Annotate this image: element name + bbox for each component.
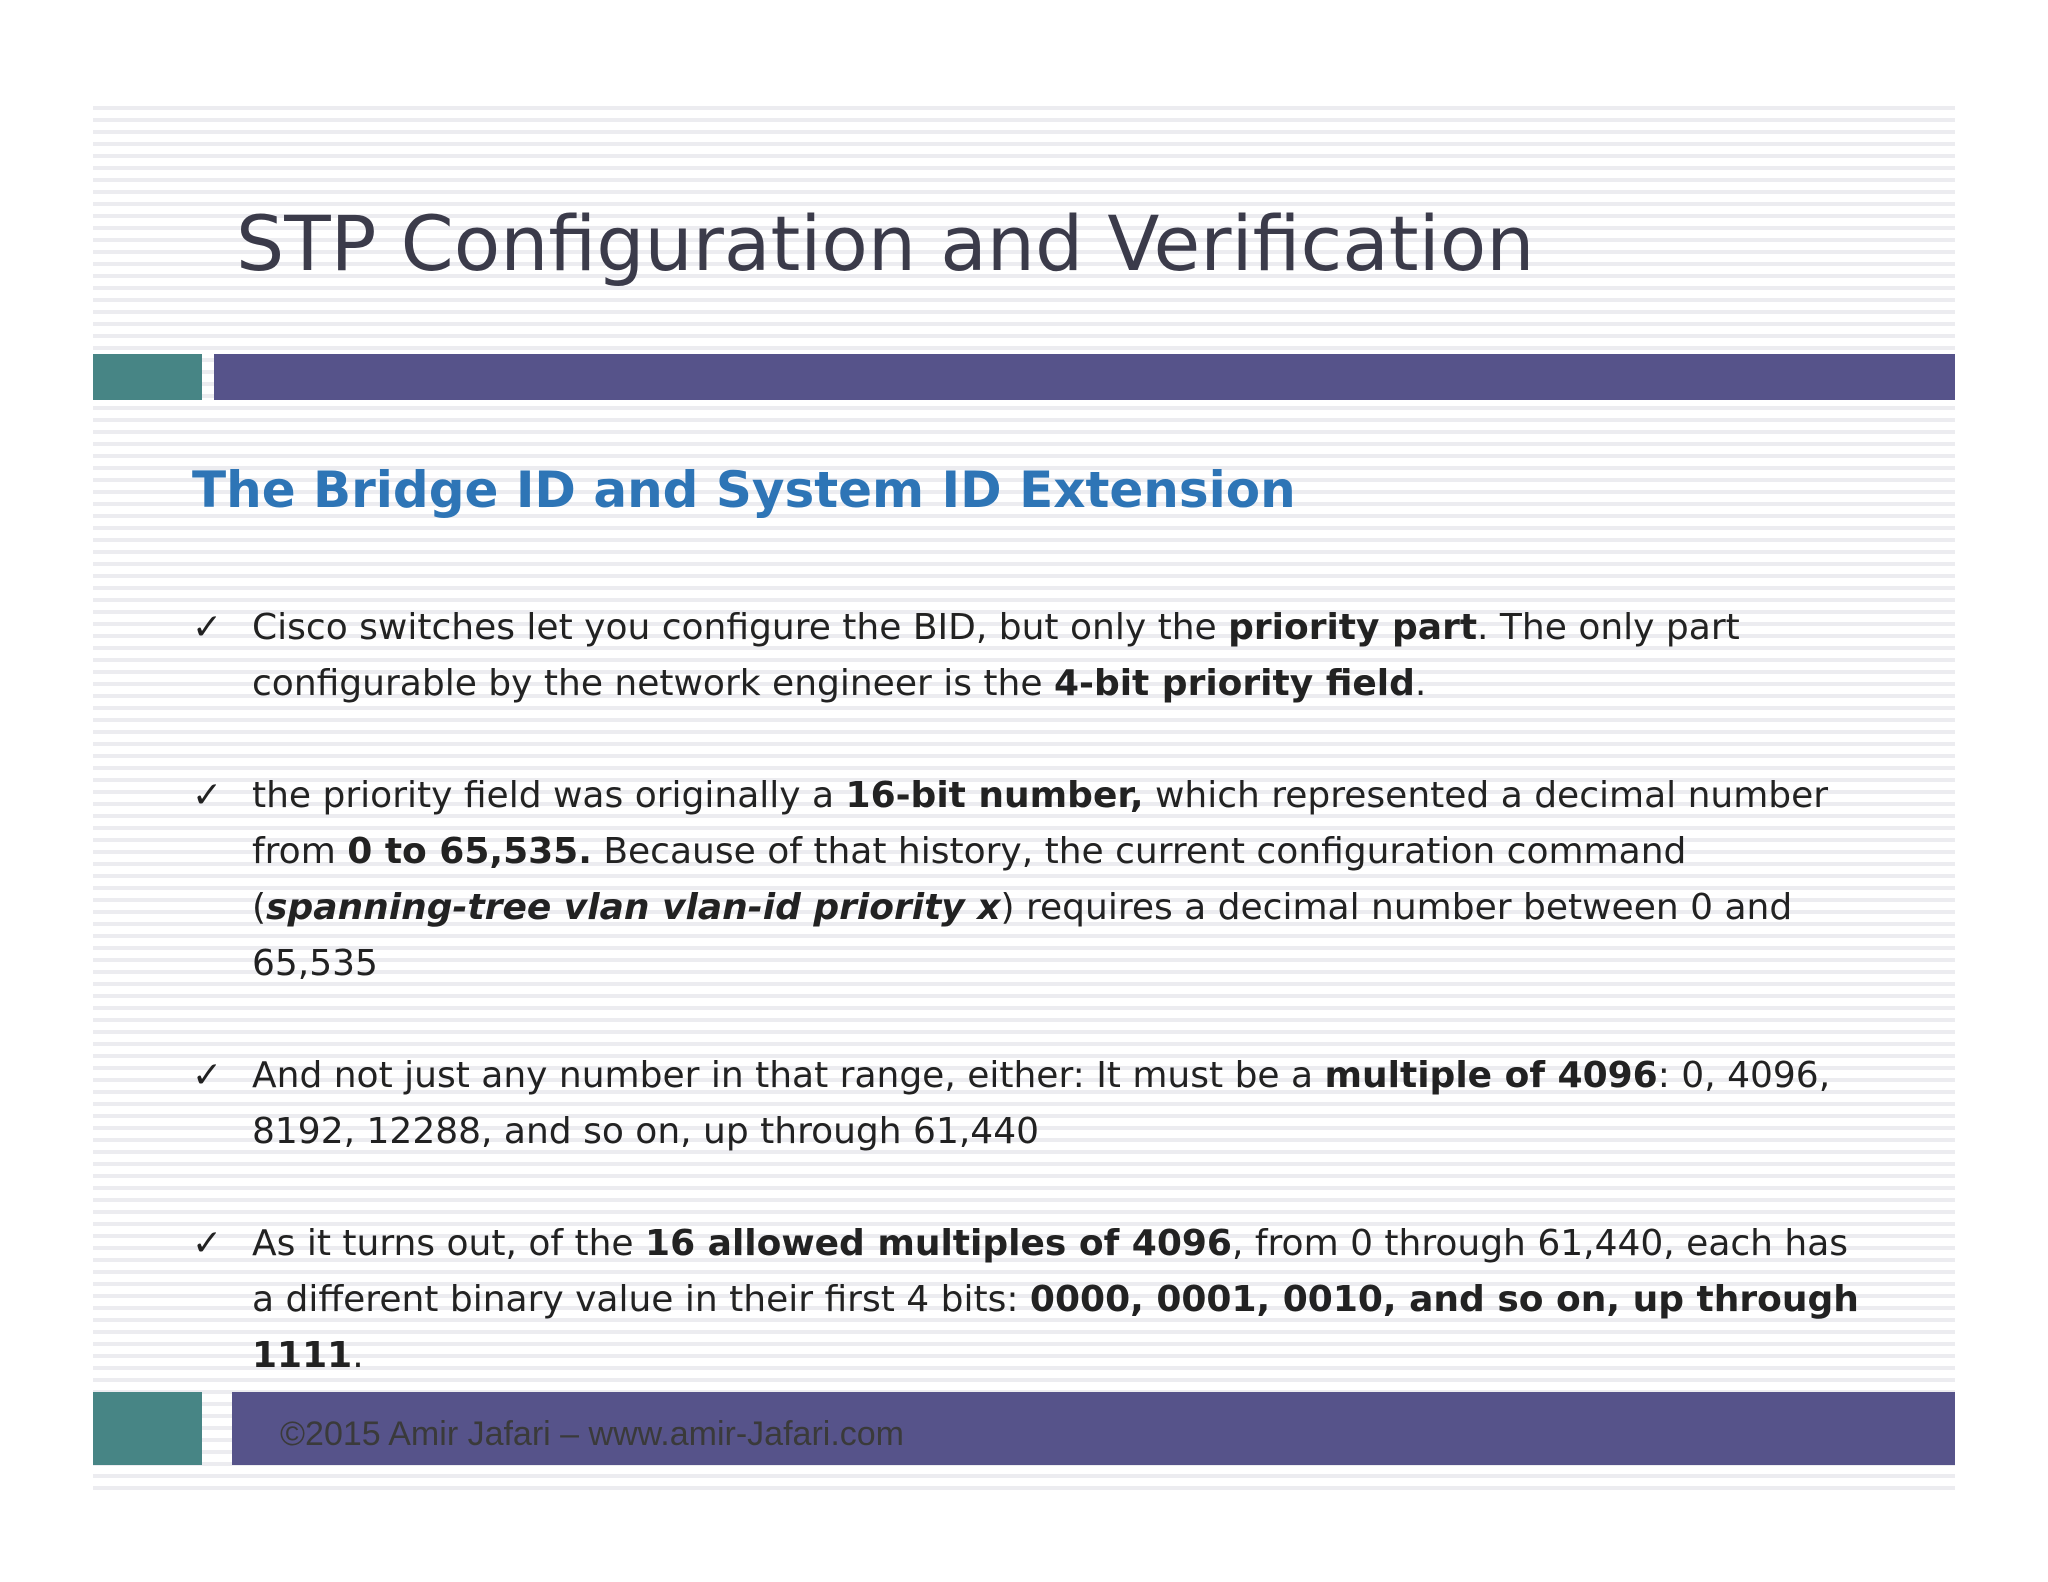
section-heading: The Bridge ID and System ID Extension: [192, 461, 1296, 519]
bullet-text: Because of that history, the current configuration command (: [252, 831, 1687, 928]
bullet-text: which represented a decimal number from: [252, 775, 1829, 872]
bullet-item: [192, 768, 1872, 992]
bullet-text: , from 0 through 61,440, each has a different binary value in their first 4 bits:: [252, 1223, 1849, 1320]
bullet-text: the priority field was originally a: [252, 775, 846, 816]
bullet-text: . The only part configurable by the network engineer is the: [252, 607, 1740, 704]
bullet-text: : 0, 4096, 8192, 12288, and so on, up through 61,440: [252, 1055, 1831, 1152]
bullet-text: As it turns out, of the: [252, 1223, 646, 1264]
bullet-bold: 16-bit number,: [845, 775, 1144, 816]
footer-accent-block: [93, 1392, 202, 1465]
bullet-item: [192, 1048, 1872, 1160]
bullet-list: [192, 600, 1872, 1440]
bullet-bold: 16 allowed multiples of 4096: [645, 1223, 1232, 1264]
title-accent-block: [93, 354, 202, 400]
bullet-text: .: [1414, 663, 1427, 704]
check-icon: ✓: [192, 775, 223, 816]
bullet-bold: 4-bit priority field: [1053, 663, 1415, 704]
bullet-text: ) requires a decimal number between 0 and 65,535: [252, 887, 1793, 984]
check-icon: ✓: [192, 607, 223, 648]
bullet-item: [192, 1216, 1872, 1384]
footer-copyright: ©2015 Amir Jafari – www.amir-Jafari.com: [280, 1415, 905, 1453]
bullet-bold: priority part: [1228, 607, 1478, 648]
command-syntax: spanning-tree vlan vlan-id priority x: [266, 887, 1001, 928]
slide-title: STP Configuration and Verification: [236, 199, 1535, 288]
bullet-text: And not just any number in that range, either: It must be a: [252, 1055, 1325, 1096]
bullet-item: [192, 600, 1872, 712]
bullet-bold: 0 to 65,535.: [347, 831, 592, 872]
check-icon: ✓: [192, 1223, 223, 1264]
title-divider-bar: [214, 354, 1955, 400]
bullet-bold: 0000, 0001, 0010, and so on, up through 1111: [252, 1279, 1859, 1376]
bullet-bold: multiple of 4096: [1324, 1055, 1658, 1096]
bullet-text: .: [352, 1335, 364, 1376]
check-icon: ✓: [192, 1055, 223, 1096]
bullet-text: Cisco switches let you configure the BID, but only the: [252, 607, 1229, 648]
